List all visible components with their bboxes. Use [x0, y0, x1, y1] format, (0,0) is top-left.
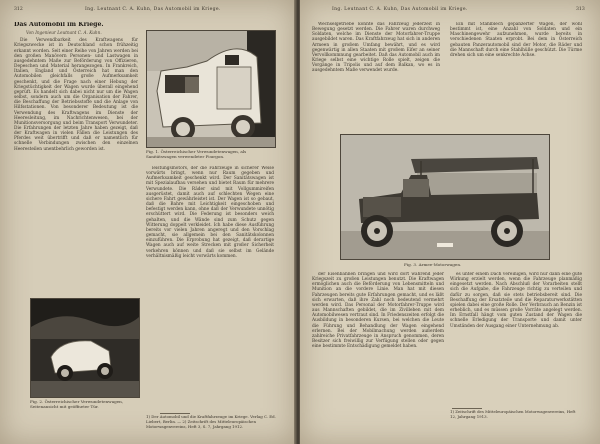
right-running-head: Ing. Leutnant C. A. Kuhn, Das Automobil im Kriege. — [332, 7, 468, 12]
left-col1-paragraph: Die Verwendbarkeit des Kraftwagens für Kriegszwecke ist in Deutschland schon frühzeitig erkannt worden. Seit einer Reihe von Jahren werden bei den großen Manövern Personen- und Lastwagen in ausgedehntem Maße zur Beförderung von Offizieren, Depeschen und Material herangezogen. In Frankreich, Italien, England und Österreich hat man den Automobilen gleichfalls große Aufmerksamkeit geschenkt, und die Frage nach einer Hebung der Kriegstüchtigkeit der Wagen wurde überall eingehend geprüft. Es handelt sich dabei nicht nur um die Wagen selbst, sondern auch um die Organisation der Fahrer, die Beschaffung der Betriebsstoffe und die Anlage von Hilfsstationen. Von besonderer Bedeutung ist die Verwendung des Kraftwagens im Dienste der Heeresleitung, im Nachrichtenwesen, bei der Munitionsversorgung und beim Transport Verwundeter. Die Erfahrungen der letzten Jahre haben gezeigt, daß der Kraftwagen in vielen Fällen die Leistungen des Pferdes weit übertrifft und daß er namentlich für schnelle Verbindungen zwischen den einzelnen Heeresteilen unentbehrlich geworden ist. — [14, 38, 138, 152]
figure-1-photo — [146, 30, 276, 148]
right-col1-paragraph: Wechselgetriebe konnte das Fahrzeug jederzeit in Bewegung gesetzt werden. Die Fahrer waren durchweg Soldaten, welche im Dienste der Motorfahrer-Truppe ausgebildet waren. Das Kraftfahrzeug hat sich in anderen Armeen in großem Umfang bewährt, und es wird gegenwärtig in allen Staaten mit großem Eifer an seiner Vervollkommnung gearbeitet. Daß das Automobil auch im Kriege selbst eine wichtige Rolle spielt, zeigen die Vorgänge in Tripolis und auf dem Balkan, wo es in ausgedehntem Maße verwendet wurde. — [312, 22, 440, 74]
field-wagon-illustration — [31, 299, 139, 397]
left-page — [0, 0, 297, 444]
left-running-head: Ing. Leutnant C. A. Kuhn, Das Automobil im Kriege. — [85, 7, 221, 12]
figure-2-photo — [30, 298, 140, 398]
figure-3-photo — [340, 134, 550, 260]
left-footnote: 1) Der Automobil und die Kraftfahrzeuge im Kriege. Verlag C. Ed. Liebert, Berlin. — 2) Zeitschrift des Mitteleuropäischen Motorwagenvereins, Heft 3, S. 7, Jahrgang 1912. — [146, 414, 276, 429]
left-column-2 — [146, 166, 274, 409]
right-column-1 — [312, 22, 440, 132]
army-motor-car-illustration — [341, 135, 549, 259]
figure-3-caption: Fig. 3. Armee-Motorwagen. — [404, 262, 462, 267]
right-col4-paragraph: es unter einem Dach vereinigen, wird nur dann eine gute Wirkung erzielt werden, wenn die Fahrzeuge planmäßig eingesetzt werden. Nach Abschluß der Vorarbeiten stellt sich die Aufgabe, die Fahrzeuge richtig zu verteilen und dafür zu sorgen, daß sie stets betriebsbereit sind. Die Beschaffung der Ersatzteile und die Reparaturwerkstätten spielen dabei eine große Rolle. Der Verbrauch an Benzin ist erheblich, und es müssen große Vorräte angelegt werden. Im Ernstfall hängt vom guten Zustand der Wagen die schnelle Erledigung der Transporte und damit unter Umständen der Ausgang einer Unternehmung ab. — [450, 272, 582, 329]
right-page — [300, 0, 600, 444]
figure-2-caption: Fig. 2. Österreichischer Verwundetenwagen, Seitenansicht mit geöffneter Tür. — [30, 399, 124, 409]
left-column-1 — [14, 22, 138, 322]
left-col2-paragraph: leistungsmotors, der die Fahrzeuge in sicherer Weise vorwärts bringt, wenn nur Raum gegeben und Aufmerksamkeit geschenkt wird. Der Sanitätswagen ist mit Spezialaufbau versehen und bietet Raum für mehrere Verwundete. Die Räder sind mit Vollgummireifen ausgerüstet, damit auch auf schlechten Wegen eine sichere Fahrt gewährleistet ist. Der Wagen ist so gebaut, daß die Bahre mit Leichtigkeit eingeschoben und befestigt werden kann, ohne daß der Verwundete unnötig erschüttert wird. Die Federung ist besonders weich gehalten, und die Wände sind zum Schutz gegen Witterung doppelt verkleidet. Ich habe diese Ausführung bereits vor vielen Jahren angeregt und den Vorschlag gemacht, sie allgemein bei den Sanitätskolonnen einzuführen. Die Erprobung hat gezeigt, daß derartige Wagen auch auf weite Strecken mit großer Sicherheit verkehren können und daß sie selbst im Gelände verhältnismäßig leicht vorwärts kommen. — [146, 166, 274, 259]
left-page-number: 312 — [14, 7, 23, 12]
right-page-number: 313 — [576, 7, 585, 12]
right-column-2 — [450, 22, 582, 132]
article-byline: Von Ingenieur Leutnant C. A. Kuhn. — [26, 30, 102, 36]
article-heading: Das Automobil im Kriege. — [14, 22, 104, 28]
ambulance-wagon-illustration — [147, 31, 275, 147]
figure-1-caption: Fig. 1. Österreichischer Verwundetenwagen, als Sanitätswagen verwendeter Fourgon. — [146, 149, 247, 159]
right-footnote: 1) Zeitschrift des Mitteleuropäischen Motorwagenvereins, Heft 12, Jahrgang 1913. — [450, 409, 576, 419]
right-column-4 — [450, 272, 582, 402]
right-column-3 — [312, 272, 444, 434]
right-col2-paragraph: Ein mit Stahlblech gepanzerter Wagen, der wohl bestimmt ist, eine Anzahl von Soldaten und ein Maschinengewehr aufzunehmen, wurde bereits in verschiedenen Staaten erprobt. Bei dem in Österreich gebauten Panzerautomobil sind der Motor, die Räder und die Mannschaft durch eine Stahlhülle geschützt. Die Türme drehen sich um eine senkrechte Achse. — [450, 22, 582, 58]
right-col3-paragraph: der Eisenbahnen bringen und wird dort während jeder Kriegszeit zu großen Leistungen benutzt. Die Kraftwagen ermöglichen auch die Beförderung von Lebensmitteln und Munition an die vordere Linie. Man hat mit diesen Fahrzeugen bereits gute Erfahrungen gemacht, und es läßt sich erwarten, daß ihre Zahl noch bedeutend vermehrt werden wird. Das Personal der Motorfahrer-Truppe wird aus Mannschaften gebildet, die im Zivilleben mit dem Automobilwesen vertraut sind. In Friedenszeiten erfolgt die Ausbildung in besonderen Kursen, bei welchen die Leute die Führung und Behandlung der Wagen eingehend erlernen. Bei der Mobilmachung werden außerdem zahlreiche Privatfahrzeuge in Anspruch genommen, deren Besitzer sich freiwillig zur Verfügung stellen oder gegen eine bestimmte Entschädigung gemeldet haben. — [312, 272, 444, 350]
